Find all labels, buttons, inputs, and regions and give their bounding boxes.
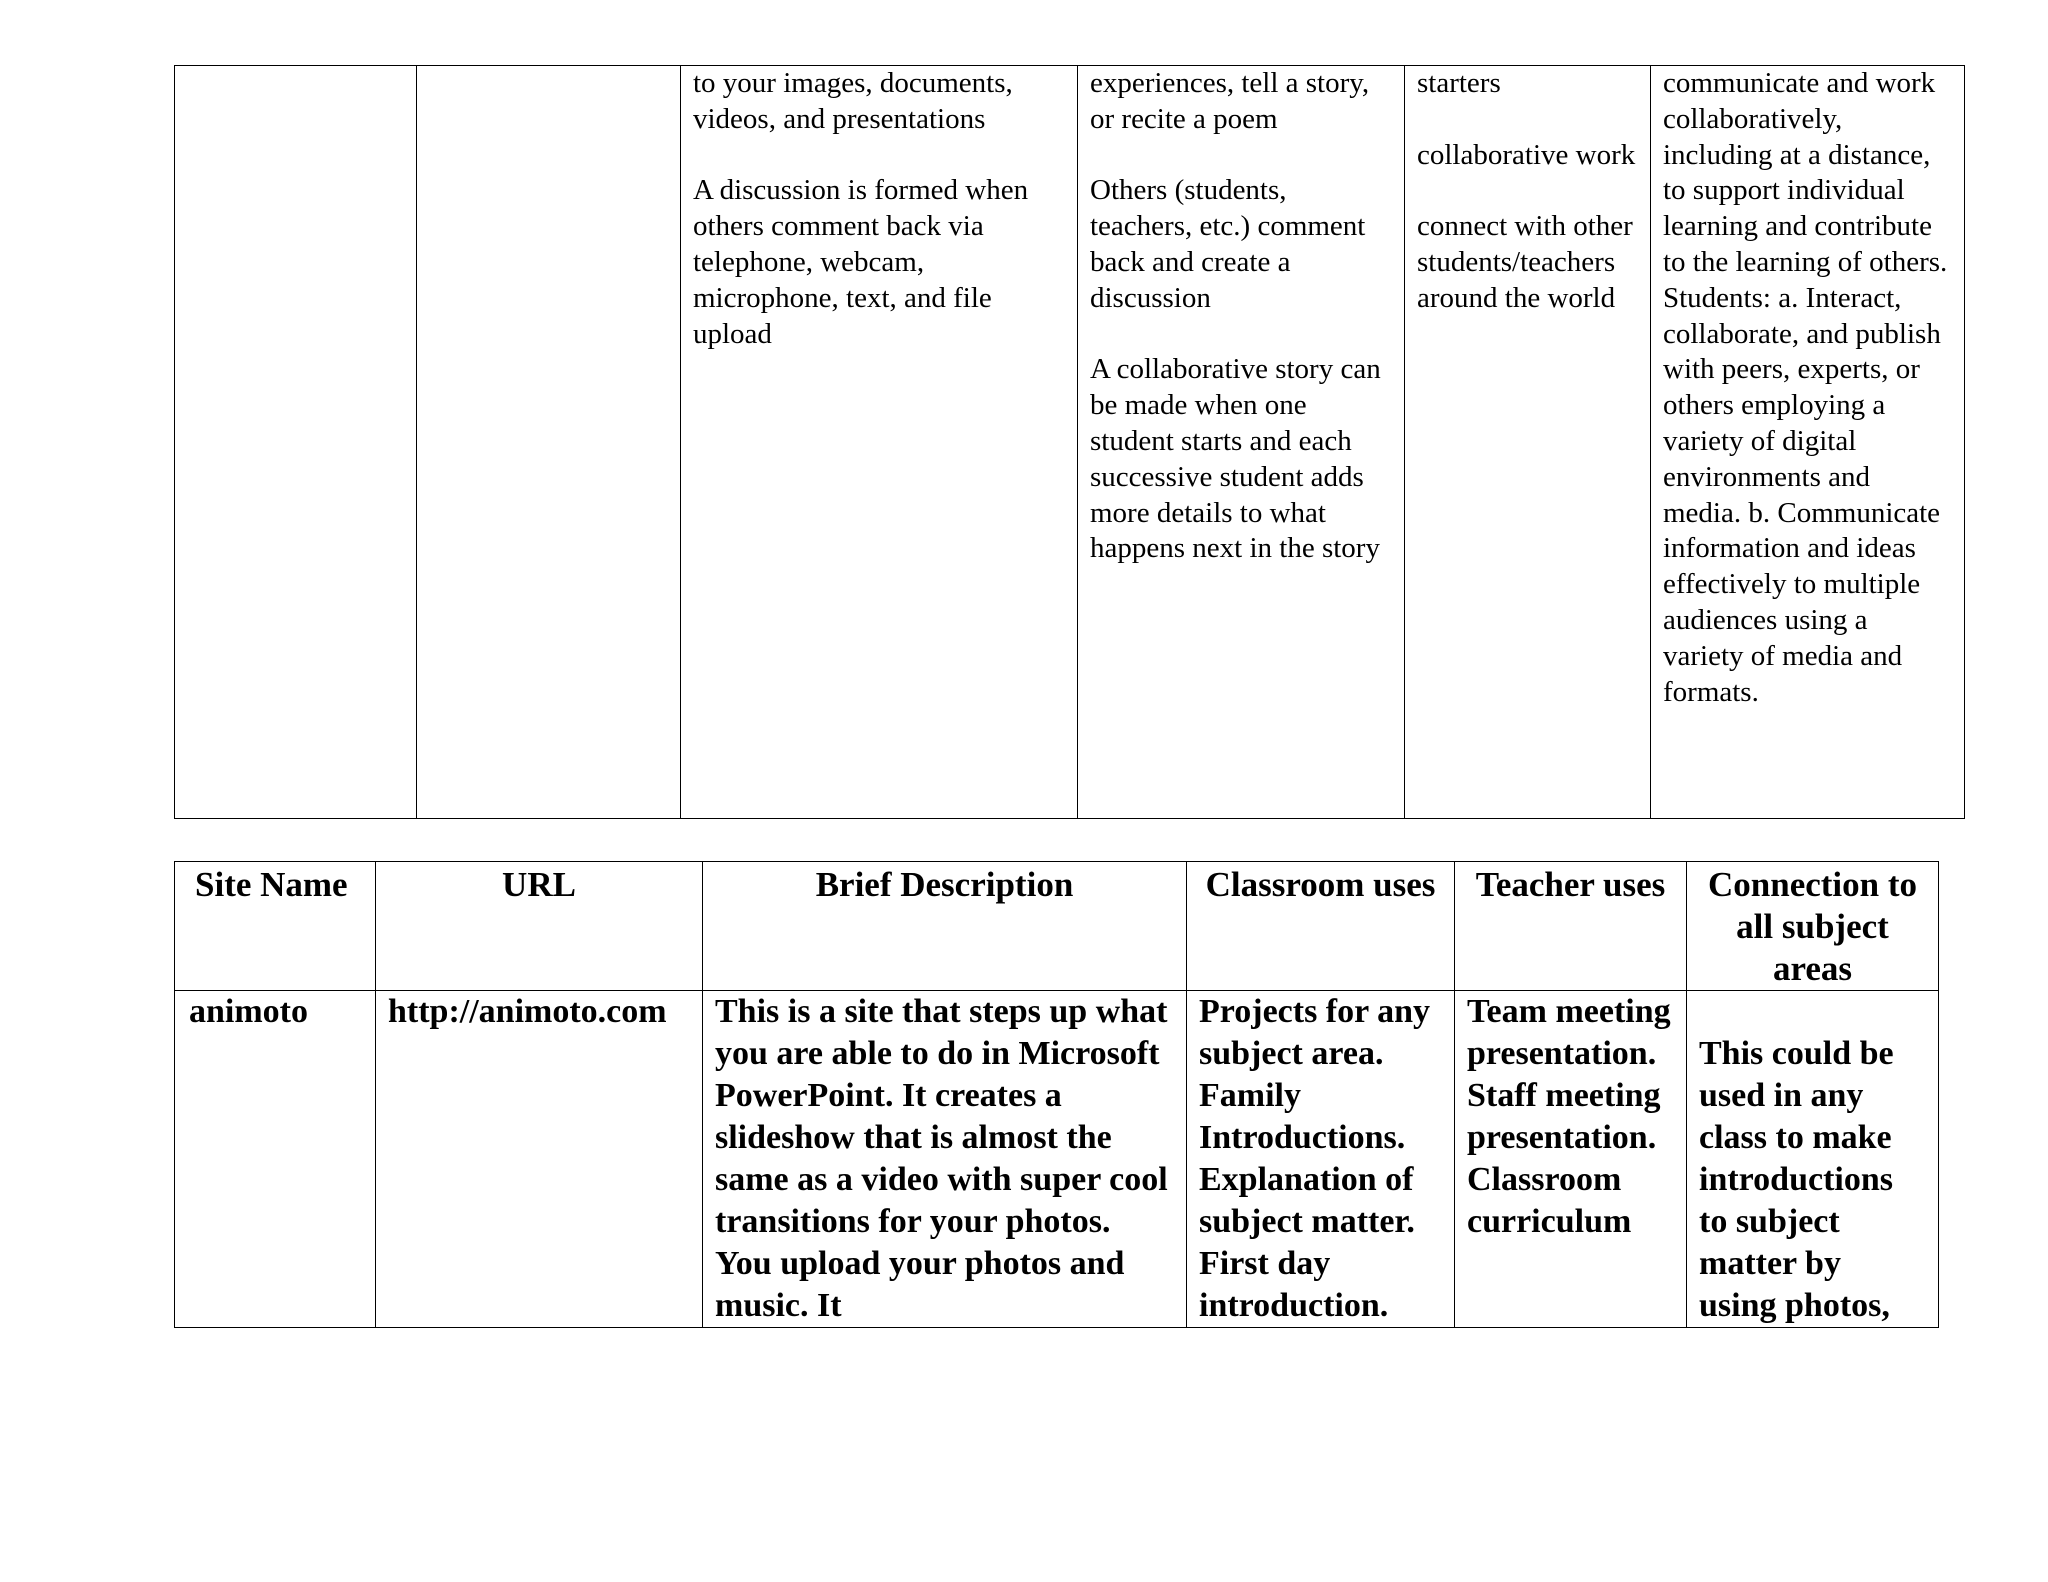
standards-table-continued [174, 65, 1965, 819]
header-connection: Connection to all subject areas [1687, 862, 1939, 991]
table-row [175, 991, 1939, 1328]
web-tools-table [174, 861, 1939, 1328]
url-cell: http://animoto.com [376, 991, 703, 1328]
header-site-name: Site Name [175, 862, 376, 991]
connection-cell [1687, 991, 1939, 1328]
table-row [175, 66, 1965, 819]
cell-paragraph: This could be used in any class to make introductions to subject matter by using photos, [1699, 1035, 1894, 1324]
cell-paragraph: communicate and work collaboratively, including at a distance, to support individual learning and contribute to the learning of others. Students: a. Interact, collaborate, and publish with peers, experts, or others employing a variety of digital environments and media. b. Communicate information and ideas effectively to multiple audiences using a variety of media and formats. [1663, 67, 1948, 708]
header-brief-description: Brief Description [703, 862, 1187, 991]
cell-paragraph: collaborative work [1417, 138, 1636, 171]
table-cell [681, 66, 1078, 819]
table-cell [1078, 66, 1405, 819]
cell-paragraph: starters [1417, 67, 1501, 99]
cell-paragraph: experiences, tell a story, or recite a poem [1090, 67, 1370, 135]
table-cell [1405, 66, 1651, 819]
header-teacher-uses: Teacher uses [1455, 862, 1687, 991]
cell-paragraph: A collaborative story can be made when one student starts and each successive student adds more details to what happens next in the story [1090, 353, 1381, 565]
table-header-row [175, 862, 1939, 991]
cell-paragraph: Others (students, teachers, etc.) comment back and create a discussion [1090, 174, 1366, 314]
cell-paragraph: to your images, documents, videos, and presentations [693, 67, 1013, 135]
cell-paragraph: connect with other students/teachers around the world [1417, 210, 1633, 314]
cell-paragraph: A discussion is formed when others comment back via telephone, webcam, microphone, text, and file upload [693, 174, 1029, 350]
header-url: URL [376, 862, 703, 991]
description-cell: This is a site that steps up what you are able to do in Microsoft PowerPoint. It creates a slideshow that is almost the same as a video with super cool transitions for your photos. You upload your photos and music. It [703, 991, 1187, 1328]
empty-cell [417, 66, 681, 819]
teacher-uses-cell: Team meeting presentation. Staff meeting presentation. Classroom curriculum [1455, 991, 1687, 1328]
table-cell [1651, 66, 1965, 819]
header-classroom-uses: Classroom uses [1187, 862, 1455, 991]
site-name-cell: animoto [175, 991, 376, 1328]
empty-cell [175, 66, 417, 819]
classroom-uses-cell: Projects for any subject area. Family Introductions. Explanation of subject matter. First day introduction. [1187, 991, 1455, 1328]
